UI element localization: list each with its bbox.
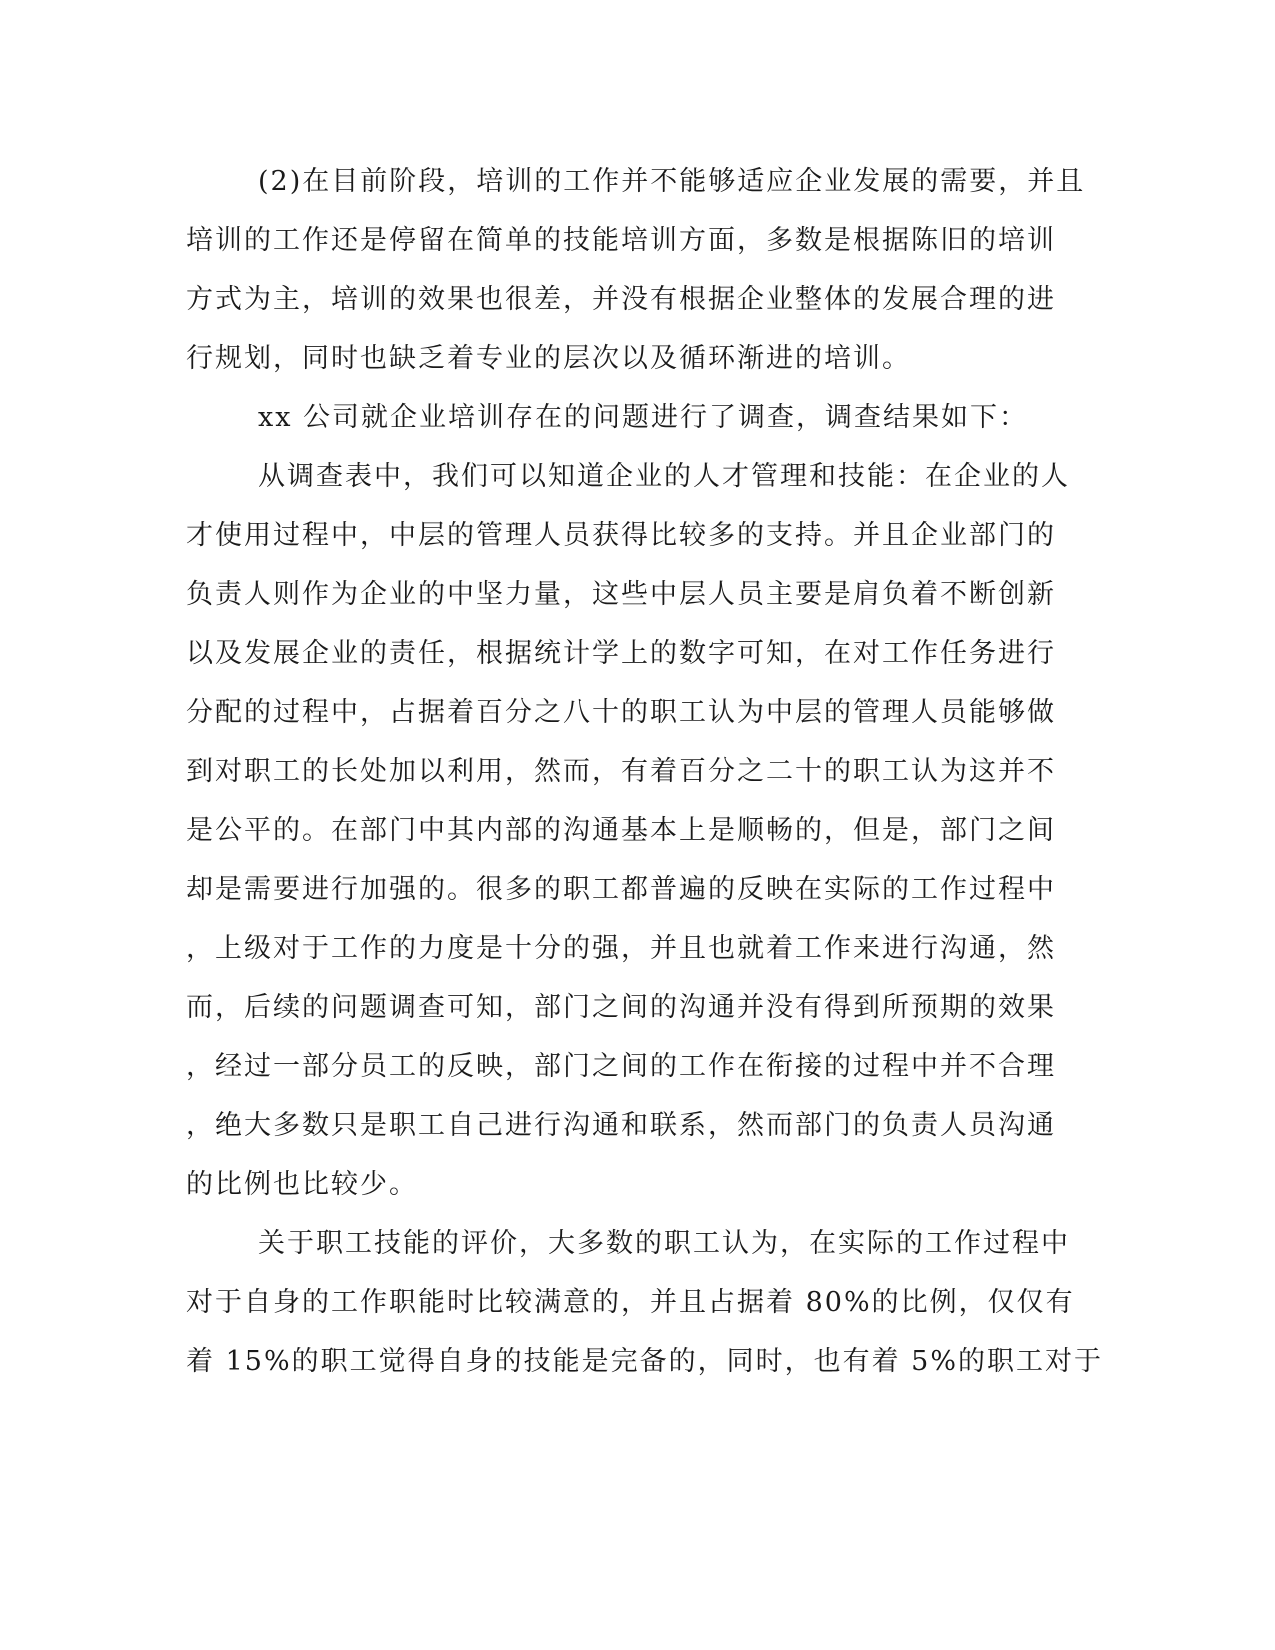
text-line: ，上级对于工作的力度是十分的强，并且也就着工作来进行沟通，然 <box>186 933 1056 964</box>
text-line: 分配的过程中，占据着百分之八十的职工认为中层的管理人员能够做 <box>186 697 1056 728</box>
text-line: 却是需要进行加强的。很多的职工都普遍的反映在实际的工作过程中 <box>186 874 1056 905</box>
text-line: 以及发展企业的责任，根据统计学上的数字可知，在对工作任务进行 <box>186 638 1056 669</box>
text-line: 的比例也比较少。 <box>186 1169 418 1200</box>
text-line: xx 公司就企业培训存在的问题进行了调查，调查结果如下： <box>258 402 1029 433</box>
text-line: 才使用过程中，中层的管理人员获得比较多的支持。并且企业部门的 <box>186 520 1056 551</box>
text-line: 对于自身的工作职能时比较满意的，并且占据着 80%的比例，仅仅有 <box>186 1287 1075 1318</box>
text-line: 着 15%的职工觉得自身的技能是完备的，同时，也有着 5%的职工对于 <box>186 1346 1104 1377</box>
text-line: 负责人则作为企业的中坚力量，这些中层人员主要是肩负着不断创新 <box>186 579 1056 610</box>
text-line: ，经过一部分员工的反映，部门之间的工作在衔接的过程中并不合理 <box>186 1051 1056 1082</box>
text-line: 而，后续的问题调查可知，部门之间的沟通并没有得到所预期的效果 <box>186 992 1056 1023</box>
text-line: (2)在目前阶段，培训的工作并不能够适应企业发展的需要，并且 <box>258 166 1086 197</box>
text-line: 关于职工技能的评价，大多数的职工认为，在实际的工作过程中 <box>258 1228 1070 1259</box>
text-line: 培训的工作还是停留在简单的技能培训方面，多数是根据陈旧的培训 <box>186 225 1056 256</box>
text-line: ，绝大多数只是职工自己进行沟通和联系，然而部门的负责人员沟通 <box>186 1110 1056 1141</box>
text-line: 行规划，同时也缺乏着专业的层次以及循环渐进的培训。 <box>186 343 911 374</box>
text-line: 从调查表中，我们可以知道企业的人才管理和技能：在企业的人 <box>258 461 1070 492</box>
text-line: 方式为主，培训的效果也很差，并没有根据企业整体的发展合理的进 <box>186 284 1056 315</box>
text-line: 是公平的。在部门中其内部的沟通基本上是顺畅的，但是，部门之间 <box>186 815 1056 846</box>
text-line: 到对职工的长处加以利用，然而，有着百分之二十的职工认为这并不 <box>186 756 1056 787</box>
